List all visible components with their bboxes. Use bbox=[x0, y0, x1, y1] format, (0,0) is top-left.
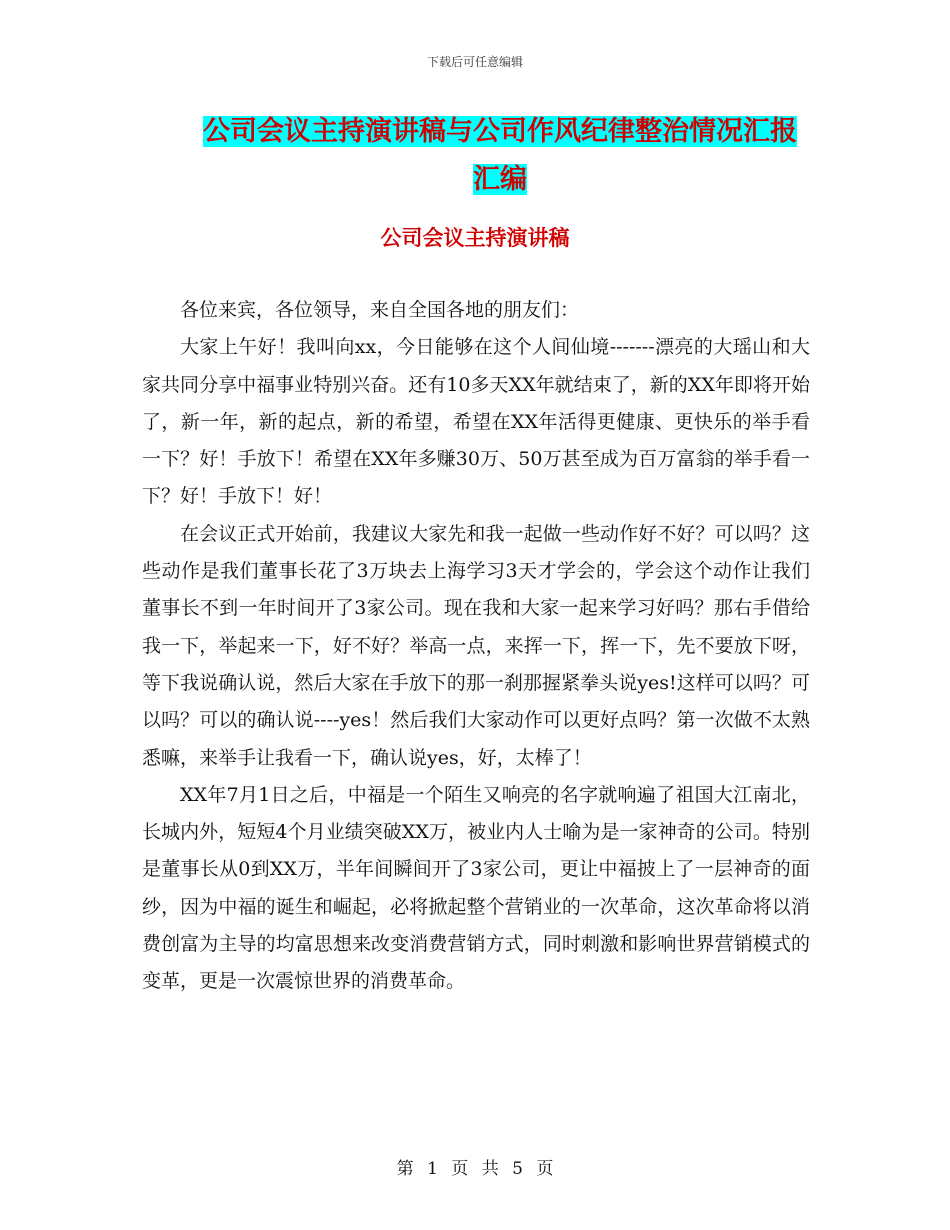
document-title-text: 公司会议主持演讲稿与公司作风纪律整治情况汇报汇编 bbox=[203, 116, 797, 195]
paragraph-company-history: XX年7月1日之后，中福是一个陌生又响亮的名字就响遍了祖国大江南北，长城内外，短短4个月业绩突破XX万，被业内人士喻为是一家神奇的公司。特别是董事长从0到XX万，半年间瞬间开了3家公司，更让中福披上了一层神奇的面纱，因为中福的诞生和崛起，必将掀起整个营销业的一次革命，这次革命将以消费创富为主导的均富思想来改变消费营销方式，同时刺激和影响世界营销模式的变革，更是一次震惊世界的消费革命。 bbox=[142, 783, 810, 993]
section-title: 公司会议主持演讲稿 bbox=[380, 226, 570, 250]
document-body bbox=[142, 292, 810, 1001]
paragraph-opening: 大家上午好！我叫向xx，今日能够在这个人间仙境-------漂亮的大瑶山和大家共同分享中福事业特别兴奋。还有10多天XX年就结束了，新的XX年即将开始了，新一年，新的起点，新的希望，希望在XX年活得更健康、更快乐的举手看一下？好！手放下！希望在XX年多赚30万、50万甚至成为百万富翁的举手看一下？好！手放下！好！ bbox=[142, 336, 810, 508]
paragraph-activity: 在会议正式开始前，我建议大家先和我一起做一些动作好不好？可以吗？这些动作是我们董事长花了3万块去上海学习3天才学会的，学会这个动作让我们董事长不到一年时间开了3家公司。现在我和大家一起来学习好吗？那右手借给我一下，举起来一下，好不好？举高一点，来挥一下，挥一下，先不要放下呀，等下我说确认说，然后大家在手放下的那一刹那握紧拳头说yes!这样可以吗？可以吗？可以的确认说----yes！然后我们大家动作可以更好点吗？第一次做不太熟悉嘛，来举手让我看一下，确认说yes，好，太棒了！ bbox=[142, 522, 810, 769]
document-title bbox=[190, 108, 810, 204]
page-header-note: 下载后可任意编辑 bbox=[426, 55, 523, 69]
page-number-footer: 第 1 页 共 5 页 bbox=[396, 1159, 554, 1179]
paragraph-greeting: 各位来宾，各位领导，来自全国各地的朋友们： bbox=[180, 299, 580, 321]
